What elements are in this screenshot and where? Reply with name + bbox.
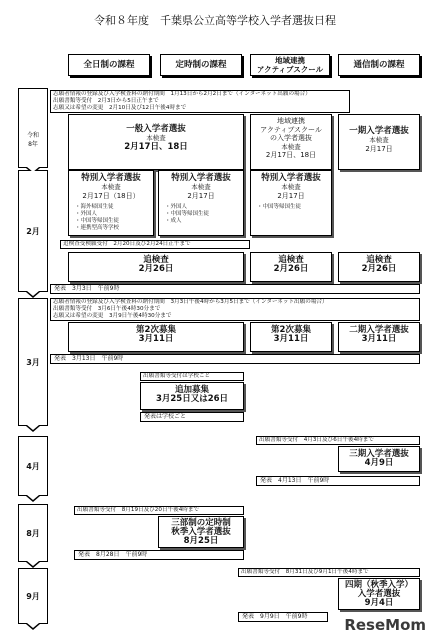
sep-application-note: 出願書類等受付 8月31日及び9月1日午後4時まで <box>238 568 420 577</box>
second-recruitment-zennichi-teiji: 第2次募集 3月11日 <box>68 322 244 352</box>
tsuiken-chiiki: 追検査 2月26日 <box>250 252 332 282</box>
sep-announcement: 発表 9月9日 午前9時 <box>238 612 328 622</box>
mar-registration-note: 志願者情報の登録及び入学検査料の納付期間 3月3日午後4時から3月5日まで（インターネット出願の場合） 出願書類等受付 3月6日午後4時30分まで 志願又は希望の変更 3月9日午後4時30分まで <box>50 298 420 321</box>
fourth-autumn-selection: 四期（秋季入学） 入学者選抜 9月4日 <box>338 578 420 610</box>
resemom-logo: ReseMom <box>344 616 426 634</box>
month-feb: 2月 <box>18 170 48 292</box>
sanbu-autumn-selection: 三部制の定時制 秋季入学者選抜 8月25日 <box>158 516 244 548</box>
general-selection-chiiki: 地域連携 アクティブスクール の入学者選抜 本検査 2月17日、18日 <box>250 114 332 170</box>
tsuiken-application-note: 追検査受検願受付 2月20日及び2月24日正午まで <box>60 240 250 249</box>
feb-announcement: 発表 3月3日 午前9時 <box>50 284 420 294</box>
special-selection-chiiki: 特別入学者選抜 本検査 2月17日 ・中国等帰国生徒 <box>250 170 332 236</box>
aug-announcement: 発表 8月28日 午前9時 <box>74 550 244 560</box>
month-aug: 8月 <box>18 504 48 562</box>
second-recruitment-chiiki: 第2次募集 3月11日 <box>250 322 332 352</box>
month-apr: 4月 <box>18 436 48 496</box>
tsuiken-tsushin: 追検査 2月26日 <box>338 252 420 282</box>
general-selection-zennichi-teiji: 一般入学者選抜 本検査 2月17日、18日 <box>68 114 244 170</box>
special-selection-zennichi: 特別入学者選抜 本検査 2月17日（18日） ・海外帰国生徒 ・外国人 ・中国等帰国生徒 ・連携型高等学校 <box>68 170 154 236</box>
header-chiiki: 地域連携 アクティブスクール <box>250 54 330 76</box>
second-selection-tsushin: 二期入学者選抜 3月11日 <box>338 322 420 352</box>
aug-application-note: 出願書類等受付 8月19日及び20日午後4時まで <box>74 506 244 515</box>
month-mar: 3月 <box>18 298 48 426</box>
special-selection-teiji: 特別入学者選抜 本検査 2月17日 ・外国人 ・中国等帰国生徒 ・成人 <box>158 170 244 236</box>
mar-announcement: 発表 3月13日 午前9時 <box>50 354 420 364</box>
header-zennichi: 全日制の課程 <box>68 54 150 76</box>
page-title: 令和８年度 千葉県公立高等学校入学者選抜日程 <box>94 14 336 27</box>
header-tsushin: 通信制の課程 <box>338 54 420 76</box>
month-reiwa: 令和 8年 <box>18 88 48 168</box>
additional-application-note: 出願書類等受付は学校ごと <box>140 372 244 381</box>
tsuiken-zennichi-teiji: 追検査 2月26日 <box>68 252 244 282</box>
additional-recruitment: 追加募集 3月25日又は26日 <box>140 382 244 410</box>
feb-registration-note: 志願者情報の登録及び入学検査料の納付期間 1月13日から2月2日まで（インターネット出願の場合） 出願書類等受付 2月3日から5日正午まで 志願又は希望の変更 2月10日及び12日午後4時まで <box>50 90 350 113</box>
apr-application-note: 出願書類等受付 4月3日及び6日午後4時まで <box>256 436 420 445</box>
first-selection-tsushin: 一期入学者選抜 本検査 2月17日 <box>338 114 420 170</box>
header-teiji: 定時制の課程 <box>160 54 242 76</box>
apr-announcement: 発表 4月13日 午前9時 <box>256 476 420 486</box>
additional-announcement: 発表は学校ごと <box>140 412 244 422</box>
month-sep: 9月 <box>18 568 48 624</box>
third-selection-tsushin: 三期入学者選抜 4月9日 <box>338 446 420 472</box>
